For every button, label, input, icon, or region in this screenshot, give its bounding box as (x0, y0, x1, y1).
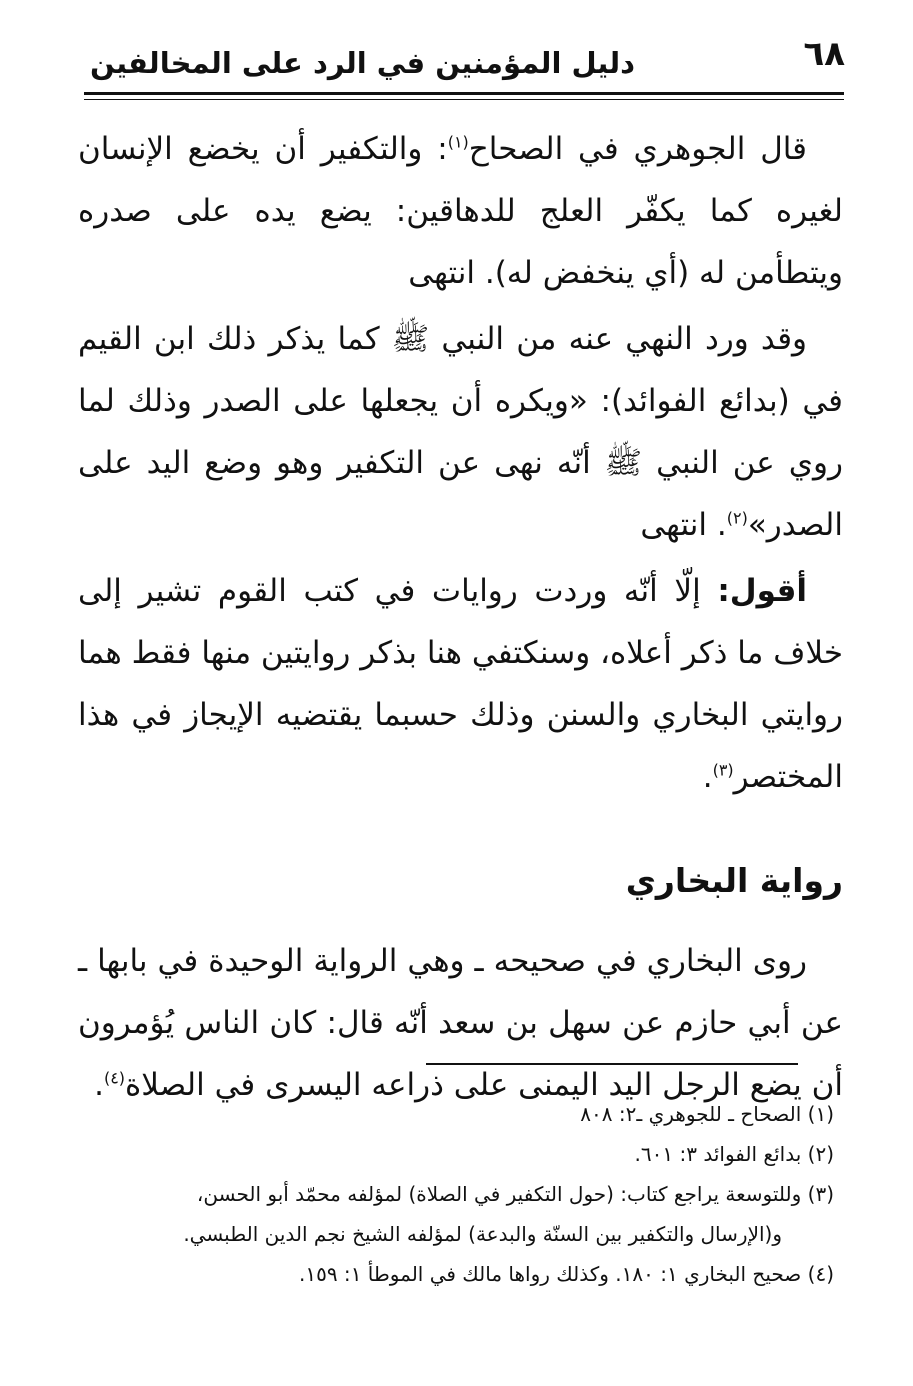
running-header-title: دليل المؤمنين في الرد على المخالفين (90, 46, 635, 80)
paragraph-lead-word: أقول: (717, 573, 807, 609)
paragraph-text: . (94, 1067, 104, 1103)
footnote-2: (٢) بدائع الفوائد ٣: ٦٠١. (634, 1142, 834, 1166)
paragraph-aqulu (78, 560, 843, 808)
footnotes (64, 1094, 834, 1294)
paragraph-text: إلّا أنّه وردت روايات في كتب القوم تشير إلى خلاف ما ذكر أعلاه، وسنكتفي هنا بذكر روايتين منها فقط هما روايتي البخاري والسنن وذلك حسبما يقتضيه الإيجاز في هذا المختصر (78, 573, 843, 795)
footnote-4: (٤) صحيح البخاري ١: ١٨٠. وكذلك رواها مالك في الموطأ ١: ١٥٩. (298, 1262, 834, 1286)
footnote-3-continuation: و(الإرسال والتكفير بين السنّة والبدعة) لمؤلفه الشيخ نجم الدين الطبسي. (183, 1222, 782, 1246)
header-rule-thick (84, 92, 844, 95)
paragraph-text: قال الجوهري في الصحاح (468, 131, 807, 167)
paragraph-ibn-qayyim (78, 308, 843, 556)
paragraph-text: وقد ورد النهي عنه من النبي ﷺ كما يذكر ذلك ابن القيم في (بدائع الفوائد): «ويكره أن يجعلها على الصدر وذلك لما روي عن النبي ﷺ أنّه نهى عن التكفير وهو وضع اليد على الصدر» (78, 321, 843, 543)
footnote-1: (١) الصحاح ـ للجوهري ـ٢: ٨٠٨ (580, 1102, 834, 1126)
footnote-ref-4[interactable]: (٤) (103, 1068, 126, 1088)
footnote-ref-1[interactable]: (١) (447, 132, 469, 152)
paragraph-bukhari (78, 930, 843, 1116)
header-rule-thin (84, 99, 844, 100)
paragraph-text: . (702, 759, 713, 795)
paragraph-jawhari (78, 118, 843, 304)
paragraph-text: . انتهى (640, 507, 727, 543)
paragraph-text: روى البخاري في صحيحه ـ وهي الرواية الوحيدة في بابها ـ عن أبي حازم عن سهل بن سعد أنّه قال: كان الناس يُؤمرون أن يضع الرجل اليد اليمنى على ذراعه اليسرى في الصلاة (78, 943, 843, 1103)
footnote-3: (٣) وللتوسعة يراجع كتاب: (حول التكفير في الصلاة) لمؤلفه محمّد أبو الحسن، (196, 1182, 834, 1206)
footnote-ref-2[interactable]: (٢) (726, 508, 748, 528)
footnote-separator (426, 1063, 798, 1065)
footnote-ref-3[interactable]: (٣) (712, 760, 734, 780)
paragraph-text: : والتكفير أن يخضع الإنسان لغيره كما يكفّر العلج للدهاقين: يضع يده على صدره ويتطأمن له (أي ينخفض له). انتهى (78, 131, 843, 291)
page-number: ٦٨ (803, 34, 845, 74)
section-heading: رواية البخاري (625, 861, 843, 900)
main-text (78, 118, 843, 1116)
